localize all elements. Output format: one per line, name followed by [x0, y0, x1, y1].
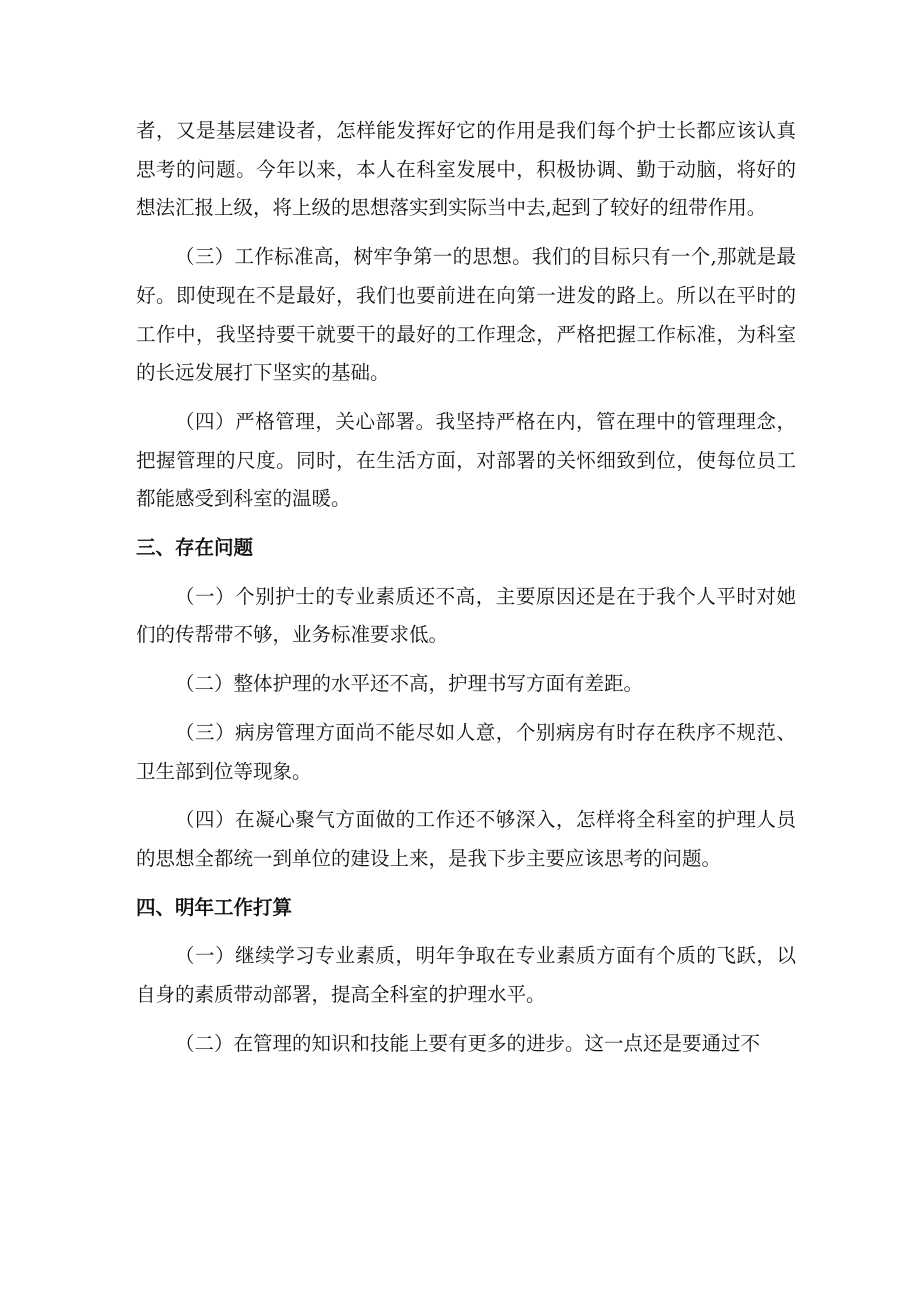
issue-item: （四）在凝心聚气方面做的工作还不够深入，怎样将全科室的护理人员的思想全都统一到单位的建设上来，是我下步主要应该思考的问题。: [136, 808, 796, 870]
issue-item: （三）病房管理方面尚不能尽如人意，个别病房有时存在秩序不规范、卫生部到位等现象。: [136, 720, 796, 783]
paragraph-continued: 者，又是基层建设者，怎样能发挥好它的作用是我们每个护士长都应该认真思考的问题。今年以来，本人在科室发展中，积极协调、勤于动脑，将好的想法汇报上级，将上级的思想落实到实际当中去,起到了较好的纽带作用。: [136, 119, 796, 220]
section-heading-problems: 三、存在问题: [136, 536, 254, 560]
paragraph-strict-management: （四）严格管理，关心部署。我坚持严格在内，管在理中的管理理念，把握管理的尺度。同时，在生活方面，对部署的关怀细致到位，使每位员工都能感受到科室的温暖。: [136, 409, 796, 511]
paragraph-work-standard: （三）工作标准高，树牢争第一的思想。我们的目标只有一个,那就是最好。即使现在不是最好，我们也要前进在向第一进发的路上。所以在平时的工作中，我坚持要干就要干的最好的工作理念，严格把握工作标准，为科室的长远发展打下坚实的基础。: [136, 245, 796, 385]
issue-item: （二）整体护理的水平还不高，护理书写方面有差距。: [175, 672, 644, 696]
plan-item: （二）在管理的知识和技能上要有更多的进步。这一点还是要通过不: [175, 1031, 761, 1055]
document-body: [136, 112, 796, 1073]
issue-item: （一）个别护士的专业素质还不高，主要原因还是在于我个人平时对她们的传帮带不够，业务标准要求低。: [136, 584, 796, 647]
section-heading-plans: 四、明年工作打算: [136, 895, 293, 919]
plan-item: （一）继续学习专业素质，明年争取在专业素质方面有个质的飞跃，以自身的素质带动部署，提高全科室的护理水平。: [136, 944, 796, 1007]
